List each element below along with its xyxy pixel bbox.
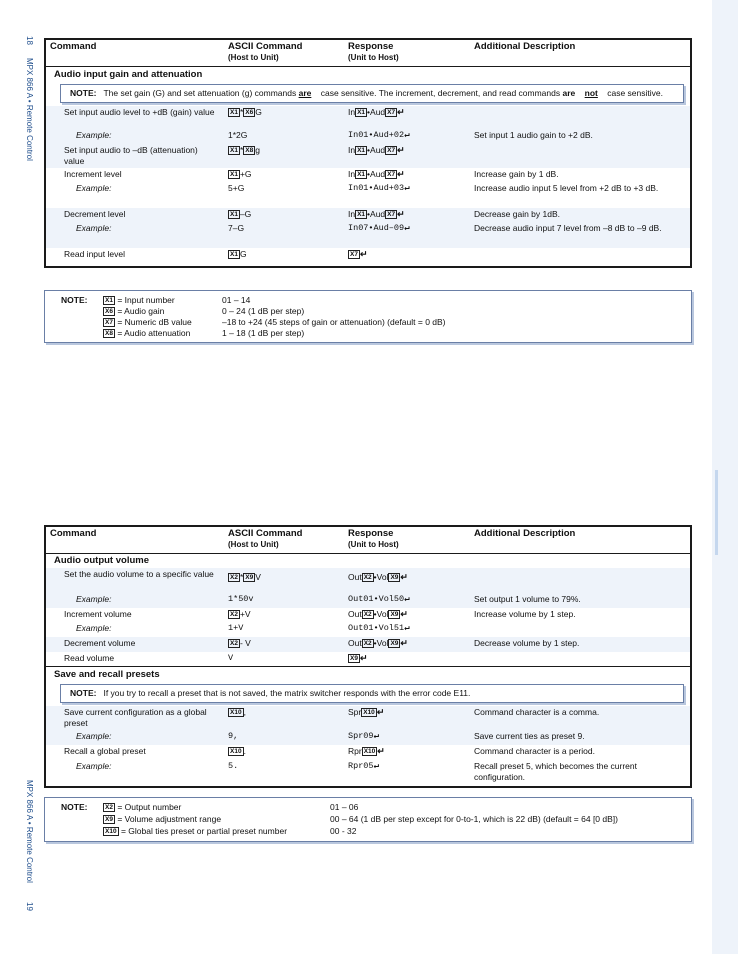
section-title: Audio output volume	[54, 555, 149, 566]
note-item: X9 = Volume adjustment range	[105, 814, 222, 824]
row-group-set-gain	[46, 106, 690, 168]
header-ascii: ASCII Command (Host to Unit)	[228, 528, 303, 549]
note-label: NOTE:	[61, 802, 88, 812]
row-group-recall-preset	[46, 745, 690, 786]
note-value: 0 – 24 (1 dB per step)	[222, 306, 305, 316]
header-description: Additional Description	[474, 528, 576, 539]
header-command: Command	[50, 41, 97, 52]
section-title: Audio input gain and attenuation	[54, 69, 203, 80]
note-item: X8 = Audio attenuation	[105, 328, 191, 338]
running-title-top: MPX 866 A • Remote Control	[25, 58, 34, 161]
note-value: 1 – 18 (1 dB per step)	[222, 328, 305, 338]
page-edge-strip	[712, 0, 738, 954]
return-icon: ↵	[373, 761, 379, 771]
row-group-read-volume	[46, 652, 690, 666]
note-value: 01 – 14	[222, 295, 251, 305]
return-icon: ↵	[404, 623, 410, 633]
table-row: Set input audio to –dB (attenuation) value X1 * X8 g In X1 •Aud X7 ↵	[64, 145, 405, 166]
table-row: Save current configuration as a global preset X10 , Spr X10 ↵ Command character is a comma.	[64, 707, 600, 728]
table-row: Example: 5+G In01•Aud+03↵ Increase audio input 5 level from +2 dB to +3 dB.	[76, 183, 659, 193]
table-row: Decrement volume X2 - V Out X2 •Vol X9 ↵ Decrease volume by 1 step.	[64, 638, 580, 648]
page-number-bottom: 19	[25, 902, 34, 911]
row-group-increment-volume	[46, 608, 690, 637]
table-row: Example: 9, Spr09↵ Save current ties as preset 9.	[76, 731, 585, 741]
header-ascii: ASCII Command (Host to Unit)	[228, 41, 303, 62]
command-table-audio-output	[44, 525, 692, 788]
row-group-save-preset	[46, 706, 690, 745]
return-icon: ↵	[404, 223, 410, 233]
table-row: Increment volume X2 +V Out X2 •Vol X9 ↵ Increase volume by 1 step.	[64, 609, 576, 619]
row-group-decrement	[46, 208, 690, 248]
running-title-bottom: MPX 866 A • Remote Control	[25, 780, 34, 883]
return-icon: ↵	[400, 572, 408, 582]
note-value: 00 – 64 (1 dB per step except for 0-to-1, which is 22 dB) (default = 64 [0 dB])	[330, 814, 618, 824]
return-icon: ↵	[377, 746, 385, 756]
return-icon: ↵	[404, 594, 410, 604]
return-icon: ↵	[373, 731, 379, 741]
table-row: Read volume V X9 ↵	[64, 653, 368, 663]
table-row: Example: 1*2G In01•Aud+02↵ Set input 1 audio gain to +2 dB.	[76, 130, 593, 140]
note-value: 01 – 06	[330, 802, 359, 812]
header-response: Response (Unit to Host)	[348, 528, 399, 549]
return-icon: ↵	[404, 130, 410, 140]
return-icon: ↵	[400, 638, 408, 648]
row-group-set-volume	[46, 568, 690, 608]
variables-note-input	[44, 290, 692, 343]
table-row: Set input audio level to +dB (gain) value X1 * X6 G In X1 •Aud X7 ↵	[64, 107, 405, 117]
return-icon: ↵	[376, 707, 385, 717]
row-group-decrement-volume	[46, 637, 690, 652]
return-icon: ↵	[397, 169, 405, 179]
note-item: X7 = Numeric dB value	[105, 317, 192, 327]
note-item: X6 = Audio gain	[105, 306, 165, 316]
row-group-increment	[46, 168, 690, 208]
return-icon: ↵	[359, 249, 368, 259]
table-row: Example: 1+V Out01•Vol51↵	[76, 623, 410, 633]
return-icon: ↵	[400, 609, 408, 619]
return-icon: ↵	[397, 145, 405, 155]
header-description: Additional Description	[474, 41, 576, 52]
page-number-top: 18	[25, 36, 34, 45]
note-case-sensitive: NOTE: The set gain (G) and set attenuation (g) commands are case sensitive. The increment, decrement, and read commands are not case sensitive.	[60, 84, 684, 103]
variables-note-output	[44, 797, 692, 842]
row-group-read	[46, 248, 690, 266]
section-title: Save and recall presets	[46, 666, 690, 682]
page-edge-marker	[715, 470, 718, 555]
note-item: X1 = Input number	[105, 295, 175, 305]
table-row: Increment level X1 +G In X1 •Aud X7 ↵ Increase gain by 1 dB.	[64, 169, 559, 179]
return-icon: ↵	[397, 209, 405, 219]
command-table-audio-input	[44, 38, 692, 268]
note-item: X10 = Global ties preset or partial preset number	[105, 826, 288, 836]
note-value: –18 to +24 (45 steps of gain or attenuation) (default = 0 dB)	[222, 317, 446, 327]
table-row: Example: 7–G In07•Aud–09↵ Decrease audio input 7 level from –8 dB to –9 dB.	[76, 223, 662, 233]
table-header	[46, 40, 690, 67]
table-row: Decrement level X1 –G In X1 •Aud X7 ↵ Decrease gain by 1dB.	[64, 209, 560, 219]
table-row: Read input level X1 G X7 ↵	[64, 249, 368, 259]
header-response: Response (Unit to Host)	[348, 41, 399, 62]
note-preset-error: NOTE: If you try to recall a preset that is not saved, the matrix switcher responds with the error code E11.	[60, 684, 684, 703]
note-value: 00 - 32	[330, 826, 357, 836]
note-item: X2 = Output number	[105, 802, 182, 812]
return-icon: ↵	[359, 653, 368, 663]
table-row: Example: 5. Rpr05↵ Recall preset 5, which becomes the current configuration.	[76, 761, 637, 782]
note-label: NOTE:	[61, 295, 88, 305]
return-icon: ↵	[404, 183, 410, 193]
header-command: Command	[50, 528, 97, 539]
table-row: Example: 1*50v Out01•Vol50↵ Set output 1 volume to 79%.	[76, 594, 581, 604]
table-row: Recall a global preset X10 . Rpr X10 ↵ Command character is a period.	[64, 746, 595, 756]
table-header	[46, 527, 690, 554]
return-icon: ↵	[397, 107, 405, 117]
table-row: Set the audio volume to a specific value X2 * X9 V Out X2 •Vol X9 ↵	[64, 569, 408, 582]
